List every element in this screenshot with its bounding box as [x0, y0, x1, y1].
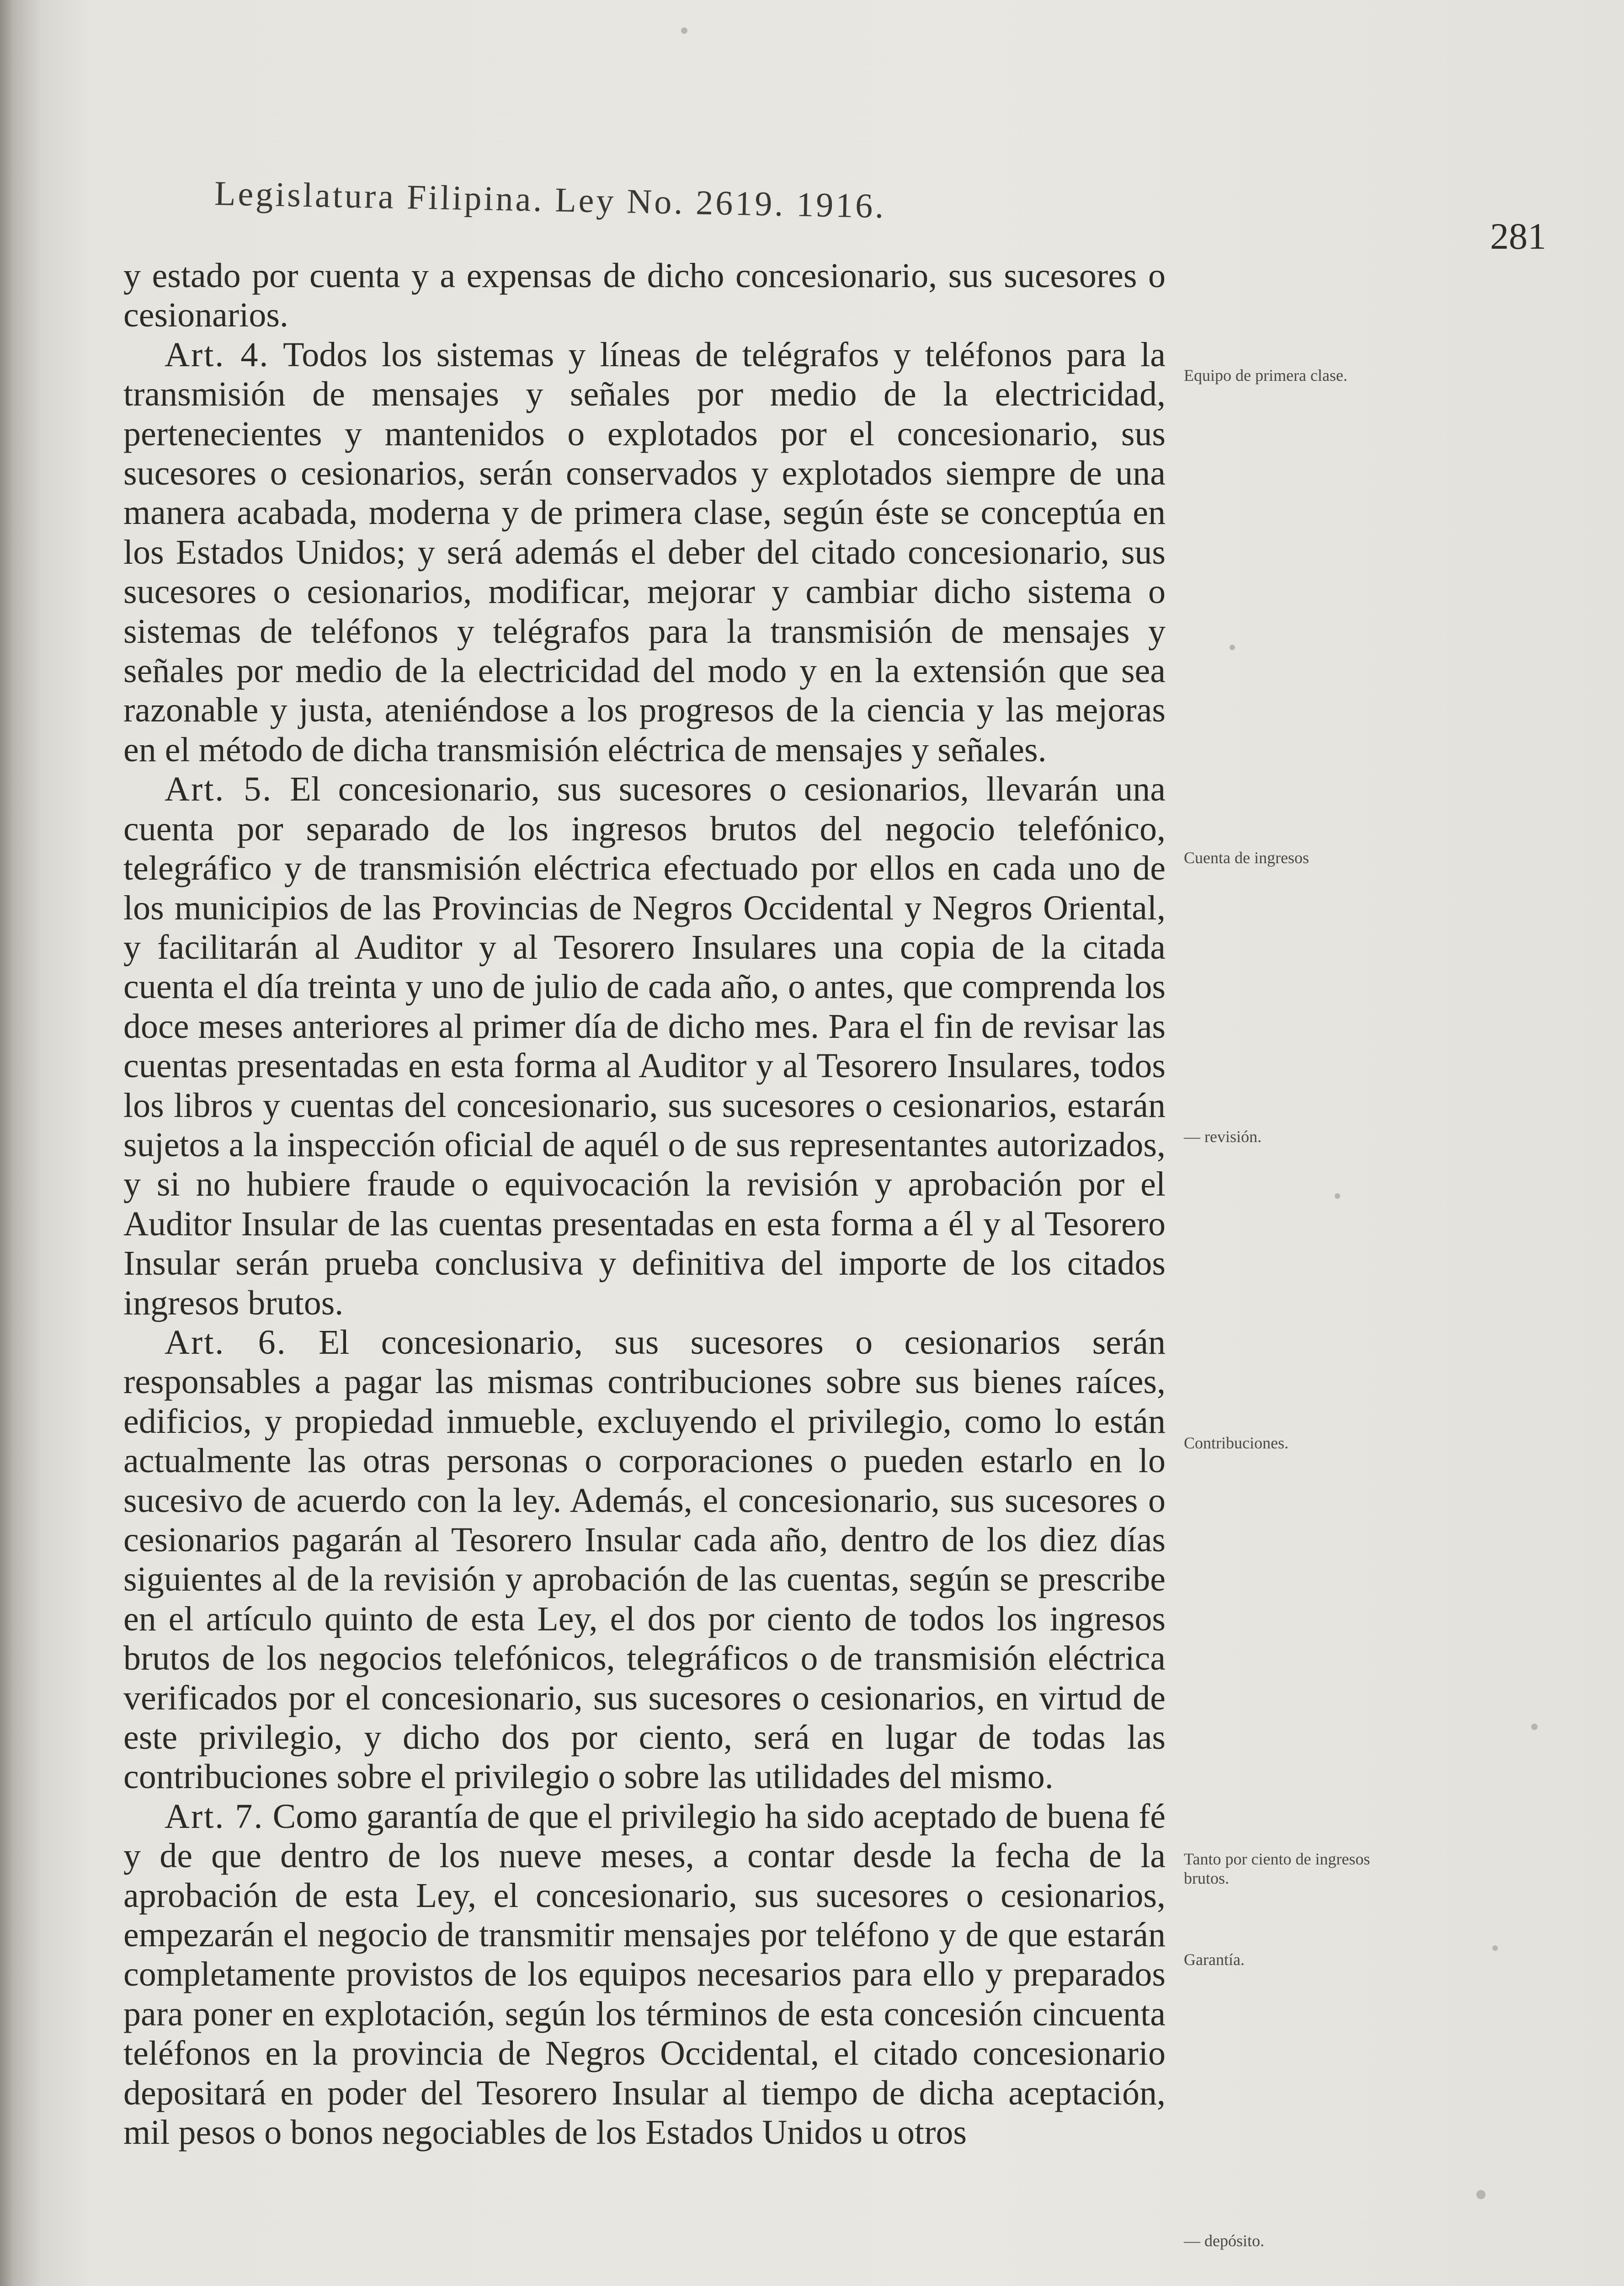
- article-text: El concesionario, sus sucesores o cesionarios, llevarán una cuenta por separado de los ingresos brutos del negocio telefónico, telegráfico y de transmisión eléctrica efectuado por ellos en cada uno de los municipios de las Provincias de Negros Occidental y Negros Oriental, y facilitarán al Auditor y al Tesorero Insulares una copia de la citada cuenta el día treinta y uno de julio de cada año, o antes, que comprenda los doce meses anteriores al primer día de dicho mes. Para el fin de revisar las cuentas presentadas en esta forma al Auditor y al Tesorero Insulares, todos los libros y cuentas del concesionario, sus sucesores o cesionarios, estarán sujetos a la inspección oficial de aquél o de sus representantes autorizados, y si no hubiere fraude o equivocación la revisión y aprobación por el Auditor Insular de las cuentas presentadas en esta forma a él y al Tesorero Insular serán prueba conclusiva y definitiva del importe de los citados ingresos brutos.: [123, 770, 1166, 1322]
- article-text: El concesionario, sus sucesores o cesionarios serán responsables a pagar las mismas contribuciones sobre sus bienes raíces, edificios, y propiedad inmueble, excluyendo el privilegio, como lo están actualmente las otras personas o corporaciones o pueden estarlo en lo sucesivo de acuerdo con la ley. Además, el concesionario, sus sucesores o cesionarios pagarán al Tesorero Insular cada año, dentro de los diez días siguientes al de la revisión y aprobación de las cuentas, según se prescribe en el artículo quinto de esta Ley, el dos por ciento de todos los ingresos brutos de los negocios telefónicos, telegráficos o de transmisión eléctrica verificados por el concesionario, sus sucesores o cesionarios, en virtud de este privilegio, y dicho dos por ciento, será en lugar de todas las contribuciones sobre el privilegio o sobre las utilidades del mismo.: [123, 1323, 1166, 1796]
- paragraph-continuation: [123, 256, 1166, 335]
- paper-speck: [1230, 645, 1235, 650]
- page-number: 281: [1490, 215, 1546, 257]
- marginal-note-revision: — revisión.: [1184, 1127, 1262, 1146]
- marginal-note-deposito: — depósito.: [1184, 2232, 1264, 2250]
- marginal-note-equipo: Equipo de primera clase.: [1184, 366, 1347, 385]
- article-label: Art. 7.: [165, 1797, 264, 1836]
- article-6: [123, 1323, 1166, 1797]
- paper-speck: [1335, 1193, 1340, 1199]
- marginal-note-cuenta: Cuenta de ingresos: [1184, 849, 1309, 867]
- paper-speck: [681, 27, 687, 34]
- paper-speck: [1531, 1724, 1538, 1730]
- paper-speck: [1492, 1945, 1498, 1951]
- article-5: [123, 769, 1166, 1323]
- article-label: Art. 5.: [165, 770, 273, 809]
- running-head: Legislatura Filipina. Ley No. 2619. 1916.: [214, 174, 887, 226]
- marginal-note-tanto-por-ciento: Tanto por ciento de ingresos brutos.: [1184, 1850, 1370, 1887]
- paragraph-text: y estado por cuenta y a expensas de dicho concesionario, sus sucesores o cesionarios.: [123, 256, 1166, 335]
- paper-speck: [1476, 2190, 1486, 2199]
- law-body-text: [123, 256, 1166, 2152]
- article-text: Todos los sistemas y líneas de telégrafos y teléfonos para la transmisión de mensajes y señales por medio de la electricidad, pertenecientes y mantenidos o explotados por el concesionario, sus sucesores o cesionarios, serán conservados y explotados siempre de una manera acabada, moderna y de primera clase, según éste se conceptúa en los Estados Unidos; y será además el deber del citado concesionario, sus sucesores o cesionarios, modificar, mejorar y cambiar dicho sistema o sistemas de teléfonos y telégrafos para la transmisión de mensajes y señales por medio de la electricidad del modo y en la extensión que sea razonable y justa, ateniéndose a los progresos de la ciencia y las mejoras en el método de dicha transmisión eléctrica de mensajes y señales.: [123, 335, 1166, 769]
- marginal-note-garantia: Garantía.: [1184, 1950, 1245, 1969]
- article-label: Art. 6.: [165, 1323, 287, 1362]
- article-7: [123, 1797, 1166, 2152]
- marginal-note-contribuciones: Contribuciones.: [1184, 1434, 1289, 1452]
- article-4: [123, 335, 1166, 769]
- article-text: Como garantía de que el privilegio ha sido aceptado de buena fé y de que dentro de los nueve meses, a contar desde la fecha de la aprobación de esta Ley, el concesionario, sus sucesores o cesionarios, empezarán el negocio de transmitir mensajes por teléfono y de que estarán completamente provistos de los equipos necesarios para ello y preparados para poner en explotación, según los términos de esta concesión cincuenta teléfonos en la provincia de Negros Occidental, el citado concesionario depositará en poder del Tesorero Insular al tiempo de dicha aceptación, mil pesos o bonos negociables de los Estados Unidos u otros: [123, 1797, 1166, 2152]
- article-label: Art. 4.: [165, 335, 270, 374]
